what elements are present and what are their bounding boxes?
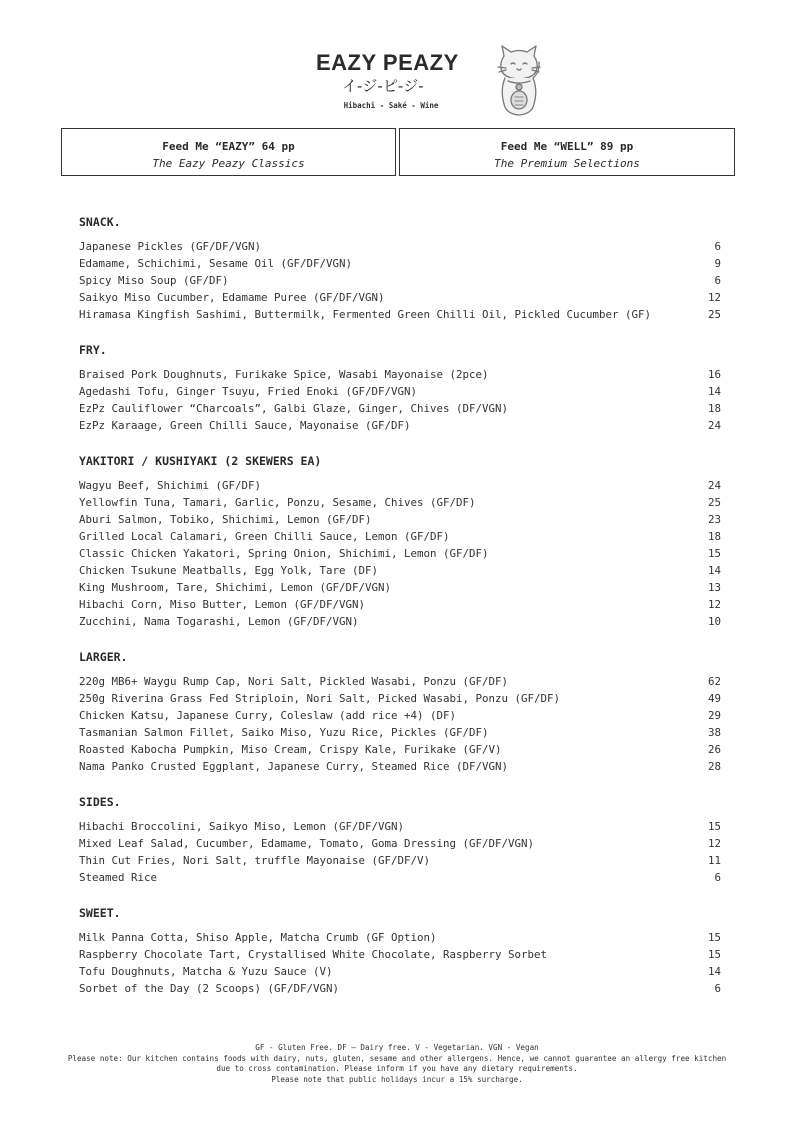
menu-item bbox=[79, 477, 721, 494]
feed-option-well bbox=[399, 128, 735, 176]
menu-item-name: EzPz Karaage, Green Chilli Sauce, Mayonaise (GF/DF) bbox=[79, 419, 411, 432]
menu-body bbox=[79, 214, 721, 1016]
menu-item-price: 15 bbox=[707, 931, 721, 944]
menu-item-price: 14 bbox=[707, 965, 721, 978]
menu-item-price: 12 bbox=[707, 837, 721, 850]
brand-japanese: イ-ジ-ピ-ジ- bbox=[342, 77, 424, 95]
menu-item-name: Milk Panna Cotta, Shiso Apple, Matcha Crumb (GF Option) bbox=[79, 931, 437, 944]
menu-item bbox=[79, 272, 721, 289]
menu-item-price: 18 bbox=[707, 402, 721, 415]
menu-item-name: Chicken Tsukune Meatballs, Egg Yolk, Tare (DF) bbox=[79, 564, 379, 577]
menu-section bbox=[79, 342, 721, 434]
menu-item bbox=[79, 690, 721, 707]
menu-item-price: 13 bbox=[707, 581, 721, 594]
menu-item bbox=[79, 306, 721, 323]
brand-header bbox=[316, 50, 476, 112]
menu-item bbox=[79, 835, 721, 852]
menu-item-name: Hibachi Broccolini, Saikyo Miso, Lemon (GF/DF/VGN) bbox=[79, 820, 405, 833]
menu-item bbox=[79, 366, 721, 383]
section-title: SNACK. bbox=[79, 215, 121, 229]
menu-item-price: 24 bbox=[707, 479, 721, 492]
menu-item-price: 9 bbox=[714, 257, 721, 270]
menu-item bbox=[79, 545, 721, 562]
menu-item bbox=[79, 707, 721, 724]
menu-item bbox=[79, 494, 721, 511]
menu-item bbox=[79, 980, 721, 997]
menu-item-name: EzPz Cauliflower “Charcoals”, Galbi Glaze, Ginger, Chives (DF/VGN) bbox=[79, 402, 509, 415]
menu-item-price: 24 bbox=[707, 419, 721, 432]
menu-item bbox=[79, 613, 721, 630]
menu-item bbox=[79, 946, 721, 963]
menu-item-price: 18 bbox=[707, 530, 721, 543]
menu-item-price: 25 bbox=[707, 308, 721, 321]
section-title: SWEET. bbox=[79, 906, 121, 920]
lucky-cat-icon bbox=[496, 44, 542, 118]
menu-item-name: Thin Cut Fries, Nori Salt, truffle Mayonaise (GF/DF/V) bbox=[79, 854, 431, 867]
feed-option-subtitle: The Premium Selections bbox=[494, 157, 640, 170]
footer-notes bbox=[40, 1043, 754, 1085]
menu-item-price: 26 bbox=[707, 743, 721, 756]
menu-item-name: Mixed Leaf Salad, Cucumber, Edamame, Tomato, Goma Dressing (GF/DF/VGN) bbox=[79, 837, 535, 850]
menu-item-name: King Mushroom, Tare, Shichimi, Lemon (GF/DF/VGN) bbox=[79, 581, 392, 594]
brand-tagline: Hibachi - Saké - Wine bbox=[343, 101, 439, 110]
menu-section bbox=[79, 794, 721, 886]
menu-item bbox=[79, 929, 721, 946]
menu-section bbox=[79, 214, 721, 323]
feed-option-title: Feed Me “EAZY” 64 pp bbox=[162, 140, 295, 153]
surcharge-note: Please note that public holidays incur a 15% surcharge. bbox=[271, 1074, 523, 1084]
menu-item-price: 6 bbox=[714, 274, 721, 287]
menu-item-price: 11 bbox=[707, 854, 721, 867]
menu-item-name: Hibachi Corn, Miso Butter, Lemon (GF/DF/VGN) bbox=[79, 598, 366, 611]
menu-item bbox=[79, 238, 721, 255]
menu-item bbox=[79, 383, 721, 400]
menu-item-name: Tasmanian Salmon Fillet, Saiko Miso, Yuzu Rice, Pickles (GF/DF) bbox=[79, 726, 489, 739]
brand-name: EAZY PEAZY bbox=[316, 50, 459, 75]
menu-item bbox=[79, 562, 721, 579]
dietary-legend: GF - Gluten Free. DF – Dairy free. V - Vegetarian. VGN - Vegan bbox=[255, 1043, 539, 1052]
menu-item-name: Aburi Salmon, Tobiko, Shichimi, Lemon (GF/DF) bbox=[79, 513, 372, 526]
feed-option-subtitle: The Eazy Peazy Classics bbox=[152, 157, 305, 170]
menu-item-name: Sorbet of the Day (2 Scoops) (GF/DF/VGN) bbox=[79, 982, 340, 995]
menu-item-price: 62 bbox=[707, 675, 721, 688]
menu-item-price: 6 bbox=[714, 240, 721, 253]
menu-item bbox=[79, 758, 721, 775]
menu-item-name: Wagyu Beef, Shichimi (GF/DF) bbox=[79, 479, 262, 492]
menu-item-name: Steamed Rice bbox=[79, 871, 158, 884]
menu-item-name: Roasted Kabocha Pumpkin, Miso Cream, Crispy Kale, Furikake (GF/V) bbox=[79, 743, 502, 756]
allergy-note: Please note: Our kitchen contains foods with dairy, nuts, gluten, sesame and other allergens. Hence, we cannot guarantee an allergy free kitchen bbox=[67, 1053, 727, 1063]
menu-item bbox=[79, 528, 721, 545]
menu-item-price: 49 bbox=[707, 692, 721, 705]
menu-item bbox=[79, 673, 721, 690]
menu-item-name: Chicken Katsu, Japanese Curry, Coleslaw (add rice +4) (DF) bbox=[79, 709, 457, 722]
menu-item bbox=[79, 724, 721, 741]
menu-item-name: Raspberry Chocolate Tart, Crystallised White Chocolate, Raspberry Sorbet bbox=[79, 948, 548, 961]
menu-item-name: Grilled Local Calamari, Green Chilli Sauce, Lemon (GF/DF) bbox=[79, 530, 450, 543]
menu-item-price: 6 bbox=[714, 871, 721, 884]
menu-item-price: 23 bbox=[707, 513, 721, 526]
menu-item bbox=[79, 417, 721, 434]
menu-item bbox=[79, 596, 721, 613]
menu-item-name: Nama Panko Crusted Eggplant, Japanese Curry, Steamed Rice (DF/VGN) bbox=[79, 760, 509, 773]
menu-item-price: 29 bbox=[707, 709, 721, 722]
menu-item-name: 250g Riverina Grass Fed Striploin, Nori Salt, Picked Wasabi, Ponzu (GF/DF) bbox=[79, 692, 561, 705]
menu-item-name: Japanese Pickles (GF/DF/VGN) bbox=[79, 240, 262, 253]
menu-item-price: 14 bbox=[707, 564, 721, 577]
menu-item-name: Saikyo Miso Cucumber, Edamame Puree (GF/DF/VGN) bbox=[79, 291, 385, 304]
menu-item-price: 16 bbox=[707, 368, 721, 381]
menu-item bbox=[79, 818, 721, 835]
feed-option-title: Feed Me “WELL” 89 pp bbox=[500, 140, 634, 153]
menu-section bbox=[79, 649, 721, 775]
menu-item bbox=[79, 852, 721, 869]
menu-item-price: 6 bbox=[714, 982, 721, 995]
section-title: SIDES. bbox=[79, 795, 121, 809]
menu-item bbox=[79, 869, 721, 886]
menu-item-name: Hiramasa Kingfish Sashimi, Buttermilk, Fermented Green Chilli Oil, Pickled Cucumber (GF) bbox=[79, 308, 652, 321]
menu-item-price: 12 bbox=[707, 598, 721, 611]
menu-item bbox=[79, 741, 721, 758]
menu-item bbox=[79, 255, 721, 272]
menu-item-name: Edamame, Schichimi, Sesame Oil (GF/DF/VGN) bbox=[79, 257, 353, 270]
menu-item-name: Tofu Doughnuts, Matcha & Yuzu Sauce (V) bbox=[79, 965, 333, 978]
menu-item-price: 28 bbox=[707, 760, 721, 773]
menu-item-name: Agedashi Tofu, Ginger Tsuyu, Fried Enoki (GF/DF/VGN) bbox=[79, 385, 418, 398]
menu-item-name: Spicy Miso Soup (GF/DF) bbox=[79, 274, 229, 287]
menu-item bbox=[79, 400, 721, 417]
menu-item-price: 15 bbox=[707, 547, 721, 560]
menu-item-price: 12 bbox=[707, 291, 721, 304]
menu-item bbox=[79, 579, 721, 596]
menu-item-price: 14 bbox=[707, 385, 721, 398]
menu-item bbox=[79, 289, 721, 306]
menu-item-price: 15 bbox=[707, 820, 721, 833]
section-title: FRY. bbox=[79, 343, 107, 357]
menu-section bbox=[79, 453, 721, 630]
allergy-note-continued: due to cross contamination. Please inform if you have any dietary requirements. bbox=[216, 1064, 578, 1073]
menu-item-name: Braised Pork Doughnuts, Furikake Spice, Wasabi Mayonaise (2pce) bbox=[79, 368, 489, 381]
menu-item-name: Classic Chicken Yakatori, Spring Onion, Shichimi, Lemon (GF/DF) bbox=[79, 547, 489, 560]
menu-item bbox=[79, 511, 721, 528]
menu-item-price: 15 bbox=[707, 948, 721, 961]
section-title: YAKITORI / KUSHIYAKI (2 SKEWERS EA) bbox=[79, 454, 322, 468]
menu-item-price: 38 bbox=[707, 726, 721, 739]
menu-item-price: 10 bbox=[707, 615, 721, 628]
menu-item bbox=[79, 963, 721, 980]
menu-item-price: 25 bbox=[707, 496, 721, 509]
menu-item-name: Zucchini, Nama Togarashi, Lemon (GF/DF/VGN) bbox=[79, 615, 359, 628]
feed-option-eazy bbox=[61, 128, 396, 176]
menu-item-name: Yellowfin Tuna, Tamari, Garlic, Ponzu, Sesame, Chives (GF/DF) bbox=[79, 496, 476, 509]
menu-section bbox=[79, 905, 721, 997]
menu-item-name: 220g MB6+ Waygu Rump Cap, Nori Salt, Pickled Wasabi, Ponzu (GF/DF) bbox=[79, 675, 509, 688]
section-title: LARGER. bbox=[79, 650, 128, 664]
